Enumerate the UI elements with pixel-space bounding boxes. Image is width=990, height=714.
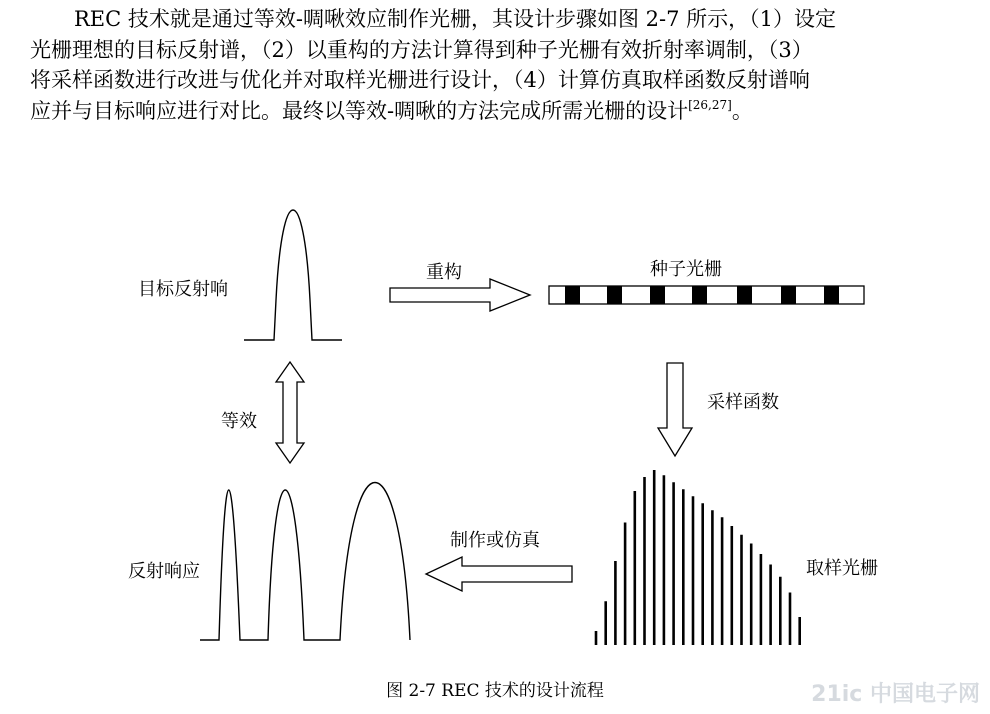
- paragraph-line-3: 将采样函数进行改进与优化并对取样光栅进行设计，（4）计算仿真取样函数反射谱响: [30, 68, 810, 92]
- target-response-label: 目标反射响: [138, 279, 228, 300]
- seed-grating-period: [650, 286, 665, 304]
- figure-caption: 图 2-7 REC 技术的设计流程: [386, 681, 604, 701]
- seed-grating-period: [565, 286, 580, 304]
- seed-grating-period: [781, 286, 796, 304]
- citation-ref: [26,27]: [688, 97, 732, 112]
- fabricate-label: 制作或仿真: [450, 530, 540, 551]
- reconstruct-label: 重构: [426, 262, 462, 283]
- sampling-function-label: 采样函数: [707, 392, 779, 413]
- sampling-arrow: [658, 363, 692, 456]
- seed-grating-label: 种子光栅: [650, 259, 722, 280]
- reflection-response-label: 反射响应: [128, 561, 200, 582]
- seed-grating-period: [607, 286, 622, 304]
- reflection-response-curve: [200, 483, 410, 641]
- fabricate-arrow: [426, 557, 572, 591]
- seed-grating-period: [692, 286, 707, 304]
- paragraph-line-4-text: 应并与目标响应进行对比。最终以等效-啁啾的方法完成所需光栅的设计: [30, 98, 689, 123]
- target-spectrum-curve: [244, 210, 342, 340]
- paragraph-line-2: 光栅理想的目标反射谱，（2）以重构的方法计算得到种子光栅有效折射率调制，（3）: [30, 37, 813, 62]
- site-watermark: 21ic 中国电子网: [811, 682, 980, 707]
- paragraph-line-4-end: 。: [731, 98, 753, 123]
- seed-grating-period: [824, 286, 839, 304]
- paragraph-line-1: REC 技术就是通过等效-啁啾效应制作光栅，其设计步骤如图 2-7 所示，（1）设定: [74, 7, 837, 31]
- sampled-grating-bars: [596, 470, 800, 645]
- seed-grating-strip: [549, 286, 864, 304]
- seed-grating-period: [737, 286, 752, 304]
- sampled-grating-label: 取样光栅: [806, 558, 878, 579]
- equivalence-arrow: [276, 362, 304, 463]
- reconstruct-arrow: [390, 279, 530, 311]
- equivalence-label: 等效: [221, 411, 257, 432]
